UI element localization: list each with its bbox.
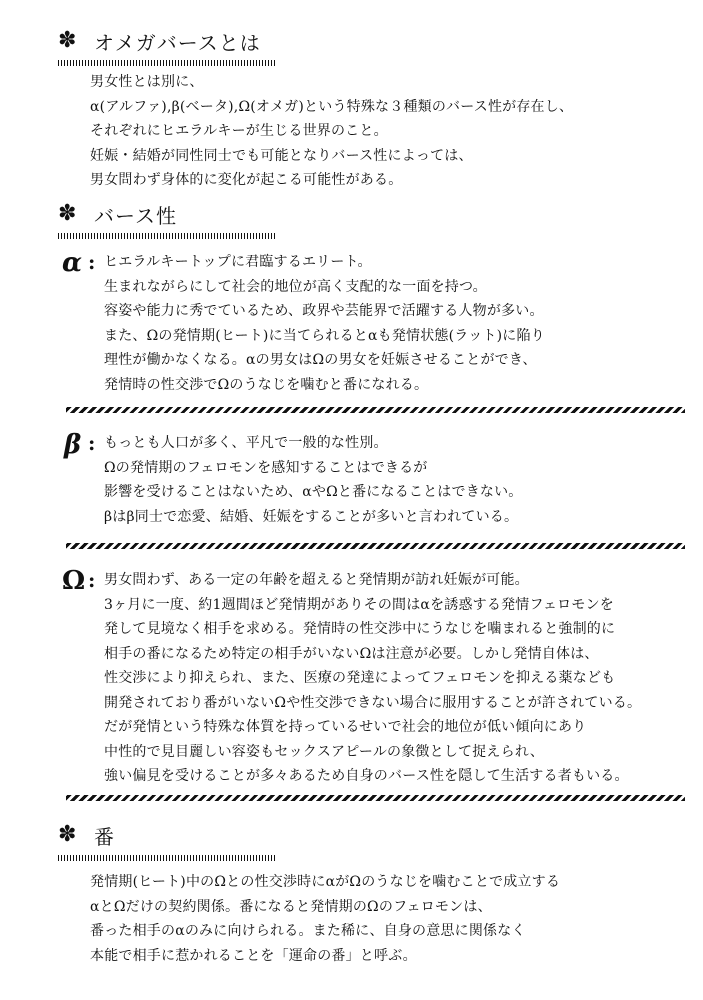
- text-line: 相手の番になるため特定の相手がいないΩは注意が必要。しかし発情自体は、: [104, 645, 599, 662]
- text-line: 影響を受けることはないため、αやΩと番になることはできない。: [104, 484, 523, 500]
- text-line: 性交渉により抑えられ、また、医療の発達によってフェロモンを抑える薬なども: [104, 670, 616, 686]
- heading-underline: [58, 60, 276, 66]
- text-line: 妊娠・結婚が同性同士でも可能となりバース性によっては、: [90, 147, 473, 164]
- alpha-text: [104, 250, 545, 397]
- text-line: ヒエラルキートップに君臨するエリート。: [104, 254, 372, 270]
- text-line: もっとも人口が多く、平凡で一般的な性別。: [104, 435, 388, 451]
- text-line: 番った相手のαのみに向けられる。また稀に、自身の意思に関係なく: [90, 923, 526, 939]
- section-title: オメガバースとは: [94, 30, 261, 55]
- flower-icon: ✽: [58, 201, 77, 226]
- text-line: 開発されており番がいないΩや性交渉できない場合に服用することが許されている。: [104, 694, 642, 711]
- text-line: それぞれにヒエラルキーが生じる世界のこと。: [90, 123, 388, 139]
- flower-icon: ✽: [58, 822, 77, 847]
- section-heading-bond: [58, 822, 115, 848]
- text-line: α(アルファ),β(ベータ),Ω(オメガ)という特殊な３種類のバース性が存在し、: [90, 98, 574, 115]
- intro-text: [90, 70, 573, 193]
- text-line: だが発情という特殊な体質を持っているせいで社会的地位が低い傾向にあり: [104, 719, 587, 735]
- text-line: 発情時の性交渉でΩのうなじを噛むと番になれる。: [104, 376, 429, 393]
- text-line: 男女性とは別に、: [90, 74, 204, 90]
- section-title: バース性: [94, 203, 177, 228]
- section-divider: [66, 795, 685, 801]
- text-line: 男女問わず身体的に変化が起こる可能性がある。: [90, 172, 403, 188]
- section-divider: [66, 543, 685, 549]
- beta-symbol: β: [64, 430, 82, 460]
- text-line: Ωの発情期のフェロモンを感知することはできるが: [104, 459, 428, 476]
- heading-underline: [58, 233, 276, 239]
- text-line: 発して見境なく相手を求める。発情時の性交渉中にうなじを噛まれると強制的に: [104, 621, 616, 637]
- text-line: 生まれながらにして社会的地位が高く支配的な一面を持つ。: [104, 278, 487, 295]
- section-heading-birth: [58, 201, 177, 227]
- alpha-symbol: α: [62, 248, 83, 278]
- text-line: 発情期(ヒート)中のΩとの性交渉時にαがΩのうなじを噛むことで成立する: [90, 874, 561, 890]
- heading-underline: [58, 855, 276, 861]
- omega-text: [104, 568, 641, 789]
- text-line: 男女問わず、ある一定の年齢を超えると発情期が訪れ妊娠が可能。: [104, 572, 529, 588]
- text-line: αとΩだけの契約関係。番になると発情期のΩのフェロモンは、: [90, 898, 492, 915]
- text-line: 本能で相手に惹かれることを「運命の番」と呼ぶ。: [90, 947, 417, 964]
- text-line: 理性が働かなくなる。αの男女はΩの男女を妊娠させることができ、: [104, 352, 537, 368]
- colon: :: [88, 568, 96, 592]
- bond-text: [90, 870, 560, 968]
- text-line: また、Ωの発情期(ヒート)に当てられるとαも発情状態(ラット)に陥り: [104, 327, 545, 344]
- text-line: βはβ同士で恋愛、結婚、妊娠をすることが多いと言われている。: [104, 508, 519, 525]
- text-line: 容姿や能力に秀でているため、政界や芸能界で活躍する人物が多い。: [104, 303, 544, 319]
- beta-text: [104, 431, 523, 529]
- text-line: 強い偏見を受けることが多々あるため自身のバース性を隠して生活する者もいる。: [104, 768, 629, 784]
- section-title: 番: [94, 824, 115, 849]
- omega-symbol: Ω: [62, 566, 86, 596]
- text-line: 中性的で見目麗しい容姿もセックスアピールの象徴として捉えられ、: [104, 743, 545, 760]
- text-line: 3ヶ月に一度、約1週間ほど発情期がありその間はαを誘惑する発情フェロモンを: [104, 596, 614, 613]
- section-heading-intro: [58, 28, 261, 54]
- colon: :: [88, 250, 96, 274]
- colon: :: [88, 431, 96, 455]
- flower-icon: ✽: [58, 28, 77, 53]
- section-divider: [66, 407, 685, 413]
